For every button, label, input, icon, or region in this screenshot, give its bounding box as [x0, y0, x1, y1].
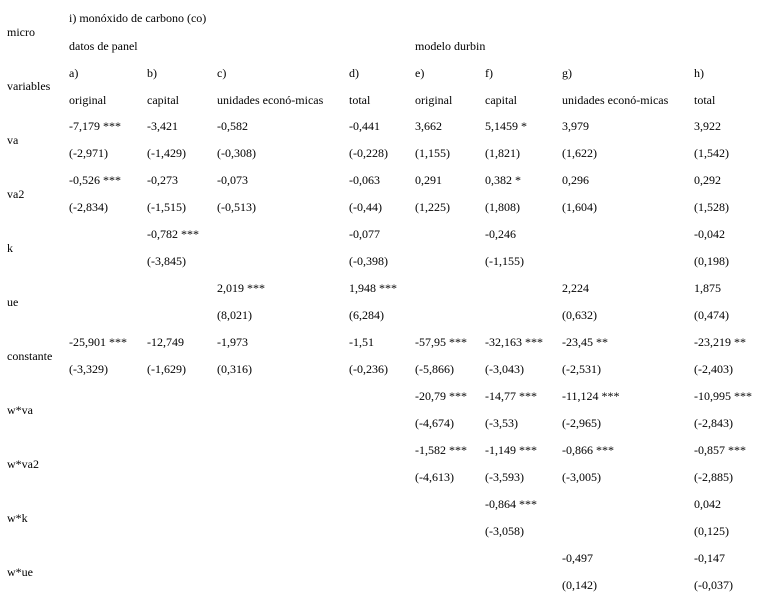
t-statistic-cell: (1,622) — [562, 146, 597, 160]
t-statistic-cell: (-1,515) — [147, 200, 186, 214]
t-statistic-cell: (-0,236) — [349, 362, 388, 376]
t-statistic-cell: (-0,308) — [217, 146, 256, 160]
variable-name: constante — [7, 349, 53, 363]
column-letter: d) — [349, 66, 359, 80]
t-statistic-cell: (-0,398) — [349, 254, 388, 268]
variable-name: w*ue — [7, 565, 33, 579]
t-statistic-cell: (-1,155) — [485, 254, 524, 268]
column-label: total — [694, 93, 716, 107]
coefficient-cell: -0,866 *** — [562, 443, 614, 457]
t-statistic-cell: (1,155) — [415, 146, 450, 160]
coefficient-cell: -1,149 *** — [485, 443, 537, 457]
coefficient-cell: 3,922 — [694, 119, 721, 133]
variable-name: va — [7, 133, 19, 147]
t-statistic-cell: (-0,037) — [694, 578, 733, 592]
t-statistic-cell: (-1,629) — [147, 362, 186, 376]
column-label: unidades econó-micas — [217, 93, 324, 107]
coefficient-cell: 0,042 — [694, 497, 721, 511]
coefficient-cell: -14,77 *** — [485, 389, 537, 403]
variable-name: w*va2 — [7, 457, 39, 471]
group-modelo-durbin: modelo durbin — [415, 39, 486, 53]
t-statistic-cell: (-2,834) — [69, 200, 108, 214]
t-statistic-cell: (-4,674) — [415, 416, 454, 430]
t-statistic-cell: (-3,593) — [485, 470, 524, 484]
t-statistic-cell: (-2,965) — [562, 416, 601, 430]
column-letter: c) — [217, 66, 227, 80]
coefficient-cell: -10,995 *** — [694, 389, 752, 403]
variable-name: va2 — [7, 187, 25, 201]
t-statistic-cell: (-2,885) — [694, 470, 733, 484]
coefficient-cell: -23,219 ** — [694, 335, 746, 349]
t-statistic-cell: (1,808) — [485, 200, 520, 214]
column-letter: g) — [562, 66, 572, 80]
coefficient-cell: 1,875 — [694, 281, 721, 295]
coefficient-cell: -23,45 ** — [562, 335, 608, 349]
coefficient-cell: -1,973 — [217, 335, 248, 349]
t-statistic-cell: (8,021) — [217, 308, 252, 322]
t-statistic-cell: (1,542) — [694, 146, 729, 160]
coefficient-cell: -0,441 — [349, 119, 380, 133]
coefficient-cell: -11,124 *** — [562, 389, 620, 403]
coefficient-cell: 0,291 — [415, 173, 442, 187]
t-statistic-cell: (-2,843) — [694, 416, 733, 430]
coefficient-cell: -0,526 *** — [69, 173, 121, 187]
coefficient-cell: 0,292 — [694, 173, 721, 187]
t-statistic-cell: (-0,228) — [349, 146, 388, 160]
t-statistic-cell: (-0,513) — [217, 200, 256, 214]
column-label: unidades econó-micas — [562, 93, 669, 107]
coefficient-cell: -20,79 *** — [415, 389, 467, 403]
t-statistic-cell: (-2,403) — [694, 362, 733, 376]
coefficient-cell: 1,948 *** — [349, 281, 397, 295]
coefficient-cell: -1,582 *** — [415, 443, 467, 457]
coefficient-cell: -12,749 — [147, 335, 184, 349]
column-letter: b) — [147, 66, 157, 80]
header-micro: micro — [7, 25, 35, 39]
column-label: original — [415, 93, 453, 107]
t-statistic-cell: (-3,058) — [485, 524, 524, 538]
t-statistic-cell: (0,474) — [694, 308, 729, 322]
t-statistic-cell: (1,225) — [415, 200, 450, 214]
column-label: capital — [485, 93, 517, 107]
coefficient-cell: 3,979 — [562, 119, 589, 133]
coefficient-cell: -0,582 — [217, 119, 248, 133]
coefficient-cell: -0,077 — [349, 227, 380, 241]
column-letter: h) — [694, 66, 704, 80]
t-statistic-cell: (-5,866) — [415, 362, 454, 376]
coefficient-cell: -3,421 — [147, 119, 178, 133]
t-statistic-cell: (0,632) — [562, 308, 597, 322]
t-statistic-cell: (-2,971) — [69, 146, 108, 160]
t-statistic-cell: (6,284) — [349, 308, 384, 322]
variable-name: w*va — [7, 403, 33, 417]
coefficient-cell: -57,95 *** — [415, 335, 467, 349]
coefficient-cell: -0,864 *** — [485, 497, 537, 511]
variable-name: w*k — [7, 511, 28, 525]
coefficient-cell: -0,147 — [694, 551, 725, 565]
coefficient-cell: -0,073 — [217, 173, 248, 187]
coefficient-cell: 0,382 * — [485, 173, 521, 187]
column-label: original — [69, 93, 107, 107]
group-datos-de-panel: datos de panel — [69, 39, 138, 53]
header-variables: variables — [7, 79, 51, 93]
t-statistic-cell: (-3,845) — [147, 254, 186, 268]
t-statistic-cell: (1,528) — [694, 200, 729, 214]
t-statistic-cell: (-1,429) — [147, 146, 186, 160]
coefficient-cell: -0,857 *** — [694, 443, 746, 457]
t-statistic-cell: (1,604) — [562, 200, 597, 214]
column-label: capital — [147, 93, 179, 107]
coefficient-cell: -0,273 — [147, 173, 178, 187]
column-letter: e) — [415, 66, 425, 80]
coefficient-cell: -0,042 — [694, 227, 725, 241]
t-statistic-cell: (-2,531) — [562, 362, 601, 376]
coefficient-cell: 2,019 *** — [217, 281, 265, 295]
t-statistic-cell: (0,316) — [217, 362, 252, 376]
column-letter: f) — [485, 66, 493, 80]
t-statistic-cell: (-3,329) — [69, 362, 108, 376]
coefficient-cell: 5,1459 * — [485, 119, 527, 133]
column-letter: a) — [69, 66, 79, 80]
coefficient-cell: 2,224 — [562, 281, 589, 295]
t-statistic-cell: (-3,005) — [562, 470, 601, 484]
coefficient-cell: -32,163 *** — [485, 335, 543, 349]
t-statistic-cell: (-4,613) — [415, 470, 454, 484]
section-title: i) monóxido de carbono (co) — [69, 11, 207, 25]
t-statistic-cell: (0,125) — [694, 524, 729, 538]
t-statistic-cell: (1,821) — [485, 146, 520, 160]
coefficient-cell: -0,782 *** — [147, 227, 199, 241]
coefficient-cell: 0,296 — [562, 173, 589, 187]
column-label: total — [349, 93, 371, 107]
t-statistic-cell: (-3,043) — [485, 362, 524, 376]
coefficient-cell: -7,179 *** — [69, 119, 121, 133]
t-statistic-cell: (-0,44) — [349, 200, 382, 214]
coefficient-cell: -0,246 — [485, 227, 516, 241]
coefficient-cell: -0,497 — [562, 551, 593, 565]
t-statistic-cell: (0,142) — [562, 578, 597, 592]
coefficient-cell: -0,063 — [349, 173, 380, 187]
t-statistic-cell: (0,198) — [694, 254, 729, 268]
coefficient-cell: -1,51 — [349, 335, 374, 349]
variable-name: k — [7, 241, 13, 255]
variable-name: ue — [7, 295, 19, 309]
coefficient-cell: 3,662 — [415, 119, 442, 133]
coefficient-cell: -25,901 *** — [69, 335, 127, 349]
t-statistic-cell: (-3,53) — [485, 416, 518, 430]
